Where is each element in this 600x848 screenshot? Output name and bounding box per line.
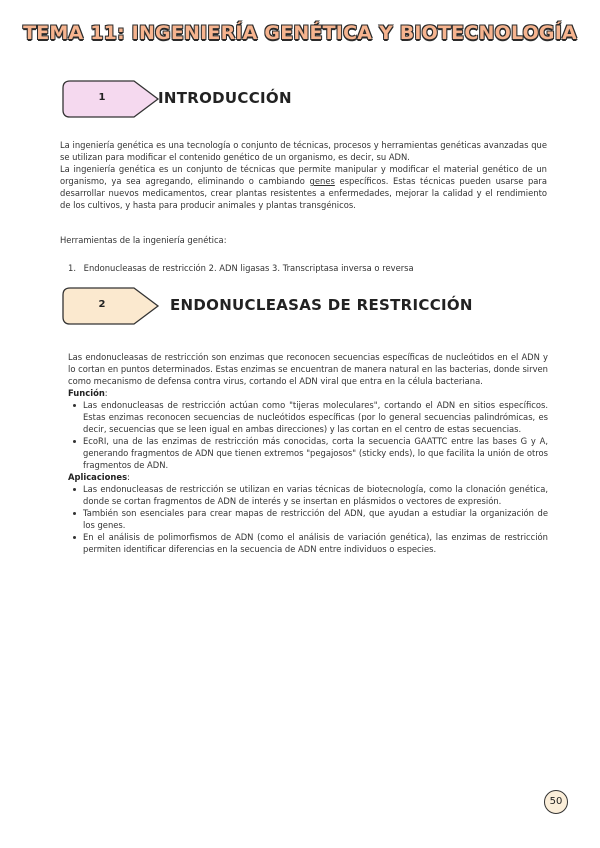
genes-link[interactable]: genes: [309, 176, 335, 186]
section-1-number: 1: [98, 92, 106, 103]
funcion-list: [68, 399, 548, 471]
endonucleasas-intro: Las endonucleasas de restricción son enzimas que reconocen secuencias específicas de nucleótidos en el ADN y lo cortan en puntos determinados. Estas enzimas se encuentran de manera natural en las bacterias, donde sirven como mecanismo de defensa contra virus, cortando el ADN viral que entra en la célula bacteriana.: [68, 352, 548, 386]
section-2-title: ENDONUCLEASAS DE RESTRICCIÓN: [170, 296, 473, 314]
list-item: EcoRI, una de las enzimas de restricción más conocidas, corta la secuencia GAATTC entre las bases G y A, generando fragmentos de ADN que tienen extremos "pegajosos" (sticky ends), lo que facilita la unión de otros fragmentos de ADN.: [68, 435, 548, 471]
intro-paragraph-2: La ingeniería genética es un conjunto de técnicas que permite manipular y modificar el material genético de un organismo, ya sea agregando, eliminando o cambiando genes específicos. Estas técnicas pueden usarse para desarrollar nuevos medicamentos, crear plantas resistentes a enfermedades, mejorar la calidad y el rendimiento de los cultivos, y hasta para producir animales y plantas transgénicos.: [60, 164, 547, 210]
section-2-number: 2: [98, 299, 106, 310]
section-1-title: INTRODUCCIÓN: [158, 89, 292, 107]
aplicaciones-heading: Aplicaciones:: [68, 472, 130, 482]
page-title: TEMA 11: INGENIERÍA GENÉTICA Y BIOTECNOLOGÍA: [23, 22, 577, 44]
tools-heading: Herramientas de la ingeniería genética:: [60, 235, 227, 245]
page-number: 50: [544, 790, 568, 814]
section-1-tab: [62, 80, 160, 118]
intro-text: [60, 139, 547, 211]
list-item: También son esenciales para crear mapas de restricción del ADN, que ayudan a estudiar la organización de los genes.: [68, 507, 548, 531]
list-item: En el análisis de polimorfismos de ADN (como el análisis de variación genética), las enzimas de restricción permiten identificar diferencias en la secuencia de ADN entre individuos o especies.: [68, 531, 548, 555]
list-item: Las endonucleasas de restricción se utilizan en varias técnicas de biotecnología, como la clonación genética, donde se cortan fragmentos de ADN de interés y se insertan en plásmidos o vectores de expresión.: [68, 483, 548, 507]
tools-list-number: 1.: [68, 263, 76, 273]
funcion-heading: Función:: [68, 388, 108, 398]
intro-paragraph-1: La ingeniería genética es una tecnología o conjunto de técnicas, procesos y herramientas genéticas avanzadas que se utilizan para modificar el contenido genético de un organismo, es decir, su ADN.: [60, 140, 547, 162]
aplicaciones-list: [68, 483, 548, 555]
list-item: Las endonucleasas de restricción actúan como "tijeras moleculares", cortando el ADN en sitios específicos. Estas enzimas reconocen secuencias de nucleótidos específicas (por lo general secuencias palindrómicas, es decir, secuencias que se leen igual en ambas direcciones) y las cortan en el centro de estas secuencias.: [68, 399, 548, 435]
section-2-tab: [62, 287, 160, 325]
tools-list-item: Endonucleasas de restricción 2. ADN ligasas 3. Transcriptasa inversa o reversa: [83, 263, 414, 273]
endonucleasas-body: [68, 351, 548, 555]
tools-list: [68, 262, 548, 274]
